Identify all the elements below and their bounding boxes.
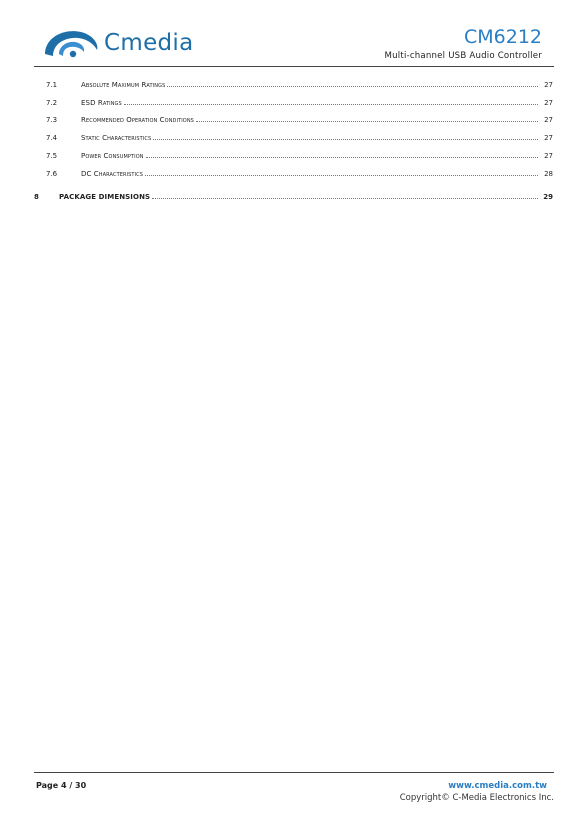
cmedia-logo [41, 24, 201, 64]
toc-page-number: 27 [544, 152, 553, 160]
toc-page-number: 27 [544, 81, 553, 89]
toc-leader [124, 104, 538, 105]
toc-page-number: 27 [544, 134, 553, 142]
toc-entry[interactable] [46, 148, 553, 160]
toc-entry[interactable] [46, 130, 553, 142]
copyright-notice: Copyright© C-Media Electronics Inc. [399, 793, 554, 803]
toc-number: 7.3 [46, 116, 58, 124]
toc-entry[interactable] [46, 77, 553, 89]
website-link[interactable]: www.cmedia.com.tw [448, 781, 547, 791]
toc-number: 7.6 [46, 170, 58, 178]
toc-title: DC Characteristics [81, 170, 143, 178]
toc-number: 7.5 [46, 152, 58, 160]
cmedia-swirl-icon [41, 24, 103, 64]
toc-title: Absolute Maximum Ratings [81, 81, 166, 89]
product-name: CM6212 [463, 26, 542, 48]
toc-title: Recommended Operation Conditions [81, 116, 194, 124]
toc-title: Power Consumption [81, 152, 144, 160]
footer-divider [34, 772, 554, 773]
toc-leader [146, 157, 538, 158]
header-divider [34, 66, 554, 67]
toc-number: 7.1 [46, 81, 58, 89]
toc-entry[interactable] [46, 166, 553, 178]
toc-title: PACKAGE DIMENSIONS [59, 193, 151, 201]
toc-entry-chapter[interactable] [34, 189, 553, 201]
toc-leader [145, 175, 538, 176]
toc-title: ESD Ratings [81, 99, 122, 107]
toc-number: 8 [34, 193, 39, 201]
toc-leader [152, 198, 538, 199]
toc-leader [196, 121, 538, 122]
toc-page-number: 27 [544, 116, 553, 124]
toc-number: 7.4 [46, 134, 58, 142]
page-number: Page 4 / 30 [36, 781, 87, 790]
toc-page-number: 29 [543, 193, 553, 201]
toc-entry[interactable] [46, 95, 553, 107]
toc-page-number: 27 [544, 99, 553, 107]
toc-title: Static Characteristics [81, 134, 152, 142]
toc-leader [153, 139, 538, 140]
toc-number: 7.2 [46, 99, 58, 107]
document-subtitle: Multi-channel USB Audio Controller [384, 51, 542, 61]
toc-leader [167, 86, 538, 87]
toc-entry[interactable] [46, 112, 553, 124]
toc-page-number: 28 [544, 170, 553, 178]
logo-text: Cmedia [104, 30, 194, 56]
